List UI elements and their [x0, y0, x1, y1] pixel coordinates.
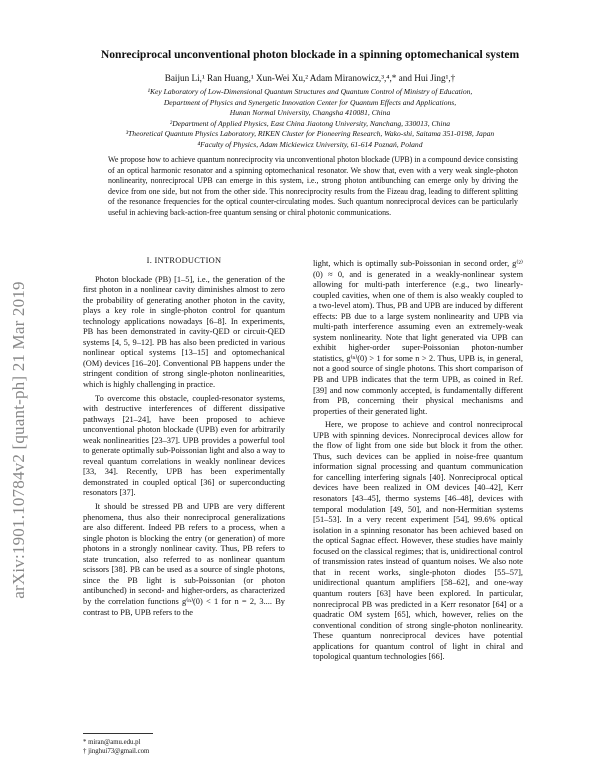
abstract: We propose how to achieve quantum nonreciprocity via unconventional photon blockade (UPB) in a compound device consisting of an optical harmonic resonator and a spinning optomechanical resonator. We show that, even with a very weak single-photon nonlinearity, nonreciprocal UPB can emerge in this system, i.e., strong photon antibunching can emerge only by driving the device from one side, but not from the other side. This nonreciprocity results from the Fizeau drag, leading to different splitting of the resonance frequencies for the optical counter-circulating modes. Such quantum nonreciprocal devices can be particularly useful in achieving back-action-free quantum sensing or chiral photonic communications. — [108, 155, 518, 217]
paper-title: Nonreciprocal unconventional photon blockade in a spinning optomechanical system — [100, 48, 520, 61]
footnote-email: † jinghui73@gmail.com — [83, 748, 150, 755]
right-column — [313, 259, 523, 663]
affiliation-line: ¹Key Laboratory of Low-Dimensional Quantum Structures and Quantum Control of Ministry of Education, — [147, 87, 473, 96]
paragraph: To overcome this obstacle, coupled-resonator systems, with destructive interferences of different dissipative pathways [21–24], have been proposed to achieve unconventional photon blockade (UPB) even for arbitrarily weak nonlinearities [23–37]. UPB provides a powerful tool to generate optimally sub-Poissonian light and also a way to reveal quantum correlations in weakly nonlinear devices [33, 34]. Recently, UPB has been experimentally demonstrated in coupled optical [36] or superconducting resonators [37]. — [83, 393, 285, 498]
arxiv-stamp — [4, 0, 34, 776]
affiliations — [60, 87, 560, 151]
section-heading: I. INTRODUCTION — [146, 256, 222, 265]
paragraph: Here, we propose to achieve and control nonreciprocal UPB with spinning devices. Nonreciprocal devices allow for the flow of light from one side but block it from the other. Thus, such devices can be applied in noise-free quantum information signal processing and quantum communication for cancelling interfering signals [40]. Nonreciprocal optical devices have been realized in OM devices [40–42], Kerr resonators [43–45], thermo systems [46–48], devices with temporal modulation [49, 50], and non-Hermitian systems [51–53]. In a very recent experiment [54], 99.6% optical isolation in a spinning resonator has been achieved based on the optical Sagnac effect. However, these studies have mainly focused on the classical regimes; that is, unidirectional control of transmission rates instead of quantum noises. We also note that in recent works, single-photon diodes [55–57], unidirectional quantum amplifiers [58–62], and one-way quantum routers [63] have been explored. In particular, nonreciprocal PB was predicted in a Kerr resonator [64] or a quadratic OM system [65], which, however, relies on the conventional condition of strong single-photon nonlinearity. These quantum nonreciprocal devices have potential applications for quantum control of light in chiral and topological quantum technologies [66]. — [313, 420, 523, 662]
author-list: Baijun Li,¹ Ran Huang,¹ Xun-Wei Xu,² Adam Miranowicz,³,⁴,* and Hui Jing¹,† — [164, 73, 456, 83]
footnotes — [83, 738, 285, 756]
affiliation-line: ²Department of Applied Physics, East China Jiaotong University, Nanchang, 330013, China — [169, 118, 451, 128]
paragraph: Photon blockade (PB) [1–5], i.e., the generation of the first photon in a nonlinear cavity diminishes almost to zero the probability of generating another photon in the cavity, plays a key role in single-photon control for quantum technology applications nowadays [6–8]. In experiments, PB has been demonstrated in cavity-QED or circuit-QED systems [4, 5, 9–12]. PB has also been predicted in various nonlinear optical systems [13–15] and optomechanical (OM) devices [16–20]. Conventional PB happens under the stringent condition of strong single-photon nonlinearities, which is highly challenging in practice. — [83, 274, 285, 390]
paragraph: It should be stressed PB and UPB are very different phenomena, thus also their nonreciprocal generalizations are also different. Indeed PB refers to a process, when a single photon is blocking the entry (or generation) of more photons in a strongly nonlinear cavity. Thus, PB refers to state truncation, also referred to as nonlinear quantum scissors [38]. PB can be used as a source of single photons, since the PB light is sub-Poissonian (or photon antibunched) in second- and higher-orders, as characterized by the correlation functions g⁽ⁿ⁾(0) < 1 for n = 2, 3.... By contrast to PB, UPB refers to the — [83, 502, 285, 617]
footnote-rule — [83, 733, 153, 734]
left-column — [83, 256, 285, 618]
footnote-email: * miran@amu.edu.pl — [83, 739, 141, 746]
affiliation-line: Department of Physics and Synergetic Innovation Center for Quantum Effects and Applications, — [163, 97, 457, 107]
affiliation-line: ³Theoretical Quantum Physics Laboratory, RIKEN Cluster for Pioneering Research, Wako-shi, Saitama 351-0198, Japan — [125, 129, 495, 139]
affiliation-line: Hunan Normal University, Changsha 410081, China — [229, 108, 391, 118]
affiliation-line: ⁴Faculty of Physics, Adam Mickiewicz University, 61-614 Poznań, Poland — [197, 139, 423, 149]
paragraph: light, which is optimally sub-Poissonian in second order, g⁽²⁾(0) ≈ 0, and is generated in a weakly-nonlinear system allowing for multi-path interference (e.g., two linearly-coupled cavities, when one of them is also weakly coupled to a two-level atom). Thus, PB and UPB are induced by different effects: PB due to a large system nonlinearity and UPB via multi-path interference assuming even an extremely-weak system nonlinearity. Note that light generated via UPB can exhibit higher-order super-Poissonian photon-number statistics, g⁽ⁿ⁾(0) > 1 for some n > 2. Thus, UPB is, in general, not a good source of single photons. This short comparison of PB and UPB indicates that the term UPB, as coined in Ref. [39] and now commonly accepted, is fundamentally different from PB, concerning their physical mechanisms and properties of their generated light. — [313, 259, 523, 416]
arxiv-stamp-text: arXiv:1901.10784v2 [quant-ph] 21 Mar 2019 — [9, 281, 28, 599]
